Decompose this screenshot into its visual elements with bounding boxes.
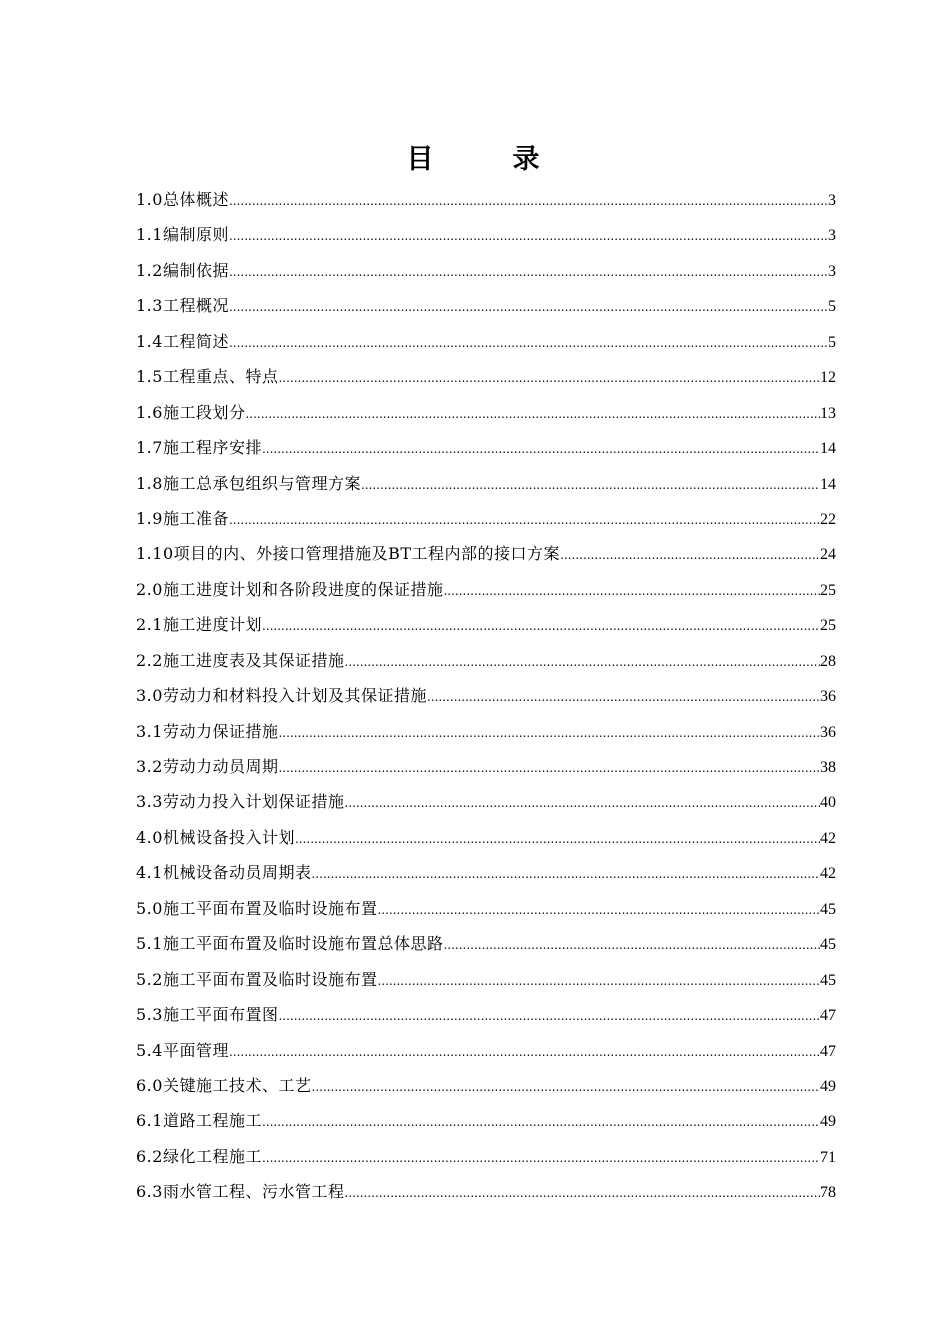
toc-dot-leader xyxy=(278,717,820,749)
toc-entry-label: 6.2绿化工程施工 xyxy=(136,1146,262,1166)
toc-entry-page-number: 49 xyxy=(820,1077,836,1095)
toc-entry-page-number: 45 xyxy=(820,971,836,989)
toc-entry-page-number: 22 xyxy=(820,510,836,528)
toc-entry-label: 1.9施工准备 xyxy=(136,508,229,528)
toc-entry[interactable] xyxy=(136,786,836,821)
toc-entry[interactable] xyxy=(136,219,836,254)
toc-entry[interactable] xyxy=(136,255,836,290)
toc-entry[interactable] xyxy=(136,503,836,538)
toc-dot-leader xyxy=(278,1000,820,1032)
toc-entry-label: 5.0施工平面布置及临时设施布置 xyxy=(136,898,378,918)
toc-dot-leader xyxy=(229,220,828,252)
toc-entry[interactable] xyxy=(136,893,836,928)
toc-entry-page-number: 3 xyxy=(828,227,836,245)
toc-dot-leader xyxy=(344,1177,820,1209)
toc-entry-label: 6.3雨水管工程、污水管工程 xyxy=(136,1182,345,1202)
toc-entry-label: 1.8施工总承包组织与管理方案 xyxy=(136,473,361,493)
toc-entry-label: 6.1道路工程施工 xyxy=(136,1111,262,1131)
toc-entry-page-number: 3 xyxy=(828,262,836,280)
toc-entry-page-number: 25 xyxy=(820,581,836,599)
toc-entry-label: 1.0总体概述 xyxy=(136,190,229,209)
toc-entry[interactable] xyxy=(136,1070,836,1105)
toc-entry[interactable] xyxy=(136,361,836,396)
toc-entry-label: 1.2编制依据 xyxy=(136,260,229,280)
toc-entry-label: 1.1编制原则 xyxy=(136,225,229,245)
toc-entry-page-number: 36 xyxy=(820,688,836,706)
toc-dot-leader xyxy=(229,504,820,536)
toc-entry-label: 3.2劳动力动员周期 xyxy=(136,757,279,776)
toc-entry-label: 1.10项目的内、外接口管理措施及BT工程内部的接口方案 xyxy=(136,544,561,564)
toc-entry-label: 2.1施工进度计划 xyxy=(136,615,262,635)
toc-entry-label: 5.1施工平面布置及临时设施布置总体思路 xyxy=(136,934,444,954)
toc-list xyxy=(136,184,836,1212)
toc-entry[interactable] xyxy=(136,857,836,892)
toc-entry-label: 1.3工程概况 xyxy=(136,296,229,316)
toc-dot-leader xyxy=(262,1142,820,1174)
toc-entry-label: 3.0劳动力和材料投入计划及其保证措施 xyxy=(136,686,427,706)
toc-entry[interactable] xyxy=(136,1105,836,1140)
toc-dot-leader xyxy=(560,539,820,571)
toc-entry-page-number: 14 xyxy=(820,440,836,458)
toc-dot-leader xyxy=(311,1071,820,1103)
toc-entry-label: 2.2施工进度表及其保证措施 xyxy=(136,650,345,670)
toc-entry-page-number: 14 xyxy=(820,475,836,493)
toc-dot-leader xyxy=(311,858,820,890)
toc-dot-leader xyxy=(229,1036,820,1068)
toc-entry[interactable] xyxy=(136,397,836,432)
toc-entry[interactable] xyxy=(136,538,836,573)
toc-dot-leader xyxy=(229,291,828,323)
toc-entry[interactable] xyxy=(136,1035,836,1070)
toc-entry-page-number: 38 xyxy=(820,759,836,776)
toc-entry-page-number: 49 xyxy=(820,1113,836,1131)
toc-title: 目 录 xyxy=(406,144,566,175)
toc-dot-leader xyxy=(229,256,828,288)
toc-entry[interactable] xyxy=(136,928,836,963)
toc-entry-label: 3.1劳动力保证措施 xyxy=(136,721,279,741)
toc-dot-leader xyxy=(443,929,820,961)
toc-entry-page-number: 47 xyxy=(820,1042,836,1060)
toc-entry-label: 5.4平面管理 xyxy=(136,1040,229,1060)
toc-dot-leader xyxy=(262,610,820,642)
toc-dot-leader xyxy=(229,185,828,217)
toc-entry[interactable] xyxy=(136,822,836,857)
toc-entry-label: 1.6施工段划分 xyxy=(136,402,246,422)
toc-entry[interactable] xyxy=(136,432,836,467)
toc-entry-page-number: 24 xyxy=(820,546,836,564)
toc-entry[interactable] xyxy=(136,468,836,503)
toc-dot-leader xyxy=(278,362,820,394)
toc-entry[interactable] xyxy=(136,716,836,751)
toc-entry-page-number: 40 xyxy=(820,794,836,812)
toc-entry[interactable] xyxy=(136,326,836,361)
toc-entry-page-number: 42 xyxy=(820,829,836,847)
toc-entry-label: 2.0施工进度计划和各阶段进度的保证措施 xyxy=(136,579,444,599)
toc-dot-leader xyxy=(344,787,820,819)
toc-entry[interactable] xyxy=(136,609,836,644)
toc-entry-label: 5.3施工平面布置图 xyxy=(136,1005,279,1025)
toc-dot-leader xyxy=(361,469,820,501)
toc-entry-page-number: 42 xyxy=(820,865,836,883)
toc-entry-label: 5.2施工平面布置及临时设施布置 xyxy=(136,969,378,989)
toc-dot-leader xyxy=(262,433,820,465)
toc-entry-page-number: 12 xyxy=(820,369,836,387)
toc-entry-page-number: 3 xyxy=(828,192,836,209)
toc-entry[interactable] xyxy=(136,290,836,325)
toc-dot-leader xyxy=(427,681,820,713)
toc-entry-label: 6.0关键施工技术、工艺 xyxy=(136,1075,312,1095)
toc-entry[interactable] xyxy=(136,1141,836,1176)
toc-entry-page-number: 36 xyxy=(820,723,836,741)
toc-entry-label: 3.3劳动力投入计划保证措施 xyxy=(136,792,345,812)
toc-entry-label: 1.5工程重点、特点 xyxy=(136,367,279,387)
toc-dot-leader xyxy=(295,823,820,855)
toc-entry-page-number: 78 xyxy=(820,1184,836,1202)
toc-entry-page-number: 47 xyxy=(820,1007,836,1025)
toc-dot-leader xyxy=(262,1106,820,1138)
toc-entry[interactable] xyxy=(136,751,836,786)
toc-entry-page-number: 5 xyxy=(828,333,836,351)
toc-entry-label: 4.0机械设备投入计划 xyxy=(136,827,295,847)
toc-entry[interactable] xyxy=(136,680,836,715)
toc-entry-label: 1.4工程简述 xyxy=(136,331,229,351)
toc-entry-page-number: 25 xyxy=(820,617,836,635)
toc-entry-page-number: 45 xyxy=(820,936,836,954)
toc-entry[interactable] xyxy=(136,184,836,219)
toc-entry[interactable] xyxy=(136,574,836,609)
toc-dot-leader xyxy=(278,752,820,784)
toc-dot-leader xyxy=(245,398,820,430)
toc-dot-leader xyxy=(377,894,820,926)
toc-entry-page-number: 71 xyxy=(820,1148,836,1166)
toc-entry-page-number: 28 xyxy=(820,652,836,670)
toc-entry-page-number: 45 xyxy=(820,900,836,918)
toc-entry-label: 4.1机械设备动员周期表 xyxy=(136,863,312,883)
toc-dot-leader xyxy=(377,965,820,997)
toc-entry[interactable] xyxy=(136,1176,836,1211)
toc-dot-leader xyxy=(443,575,820,607)
toc-entry-page-number: 5 xyxy=(828,298,836,316)
toc-dot-leader xyxy=(344,646,820,678)
toc-dot-leader xyxy=(229,327,828,359)
toc-entry-page-number: 13 xyxy=(820,404,836,422)
toc-entry[interactable] xyxy=(136,645,836,680)
toc-entry[interactable] xyxy=(136,999,836,1034)
toc-entry[interactable] xyxy=(136,964,836,999)
toc-entry-label: 1.7施工程序安排 xyxy=(136,438,262,458)
